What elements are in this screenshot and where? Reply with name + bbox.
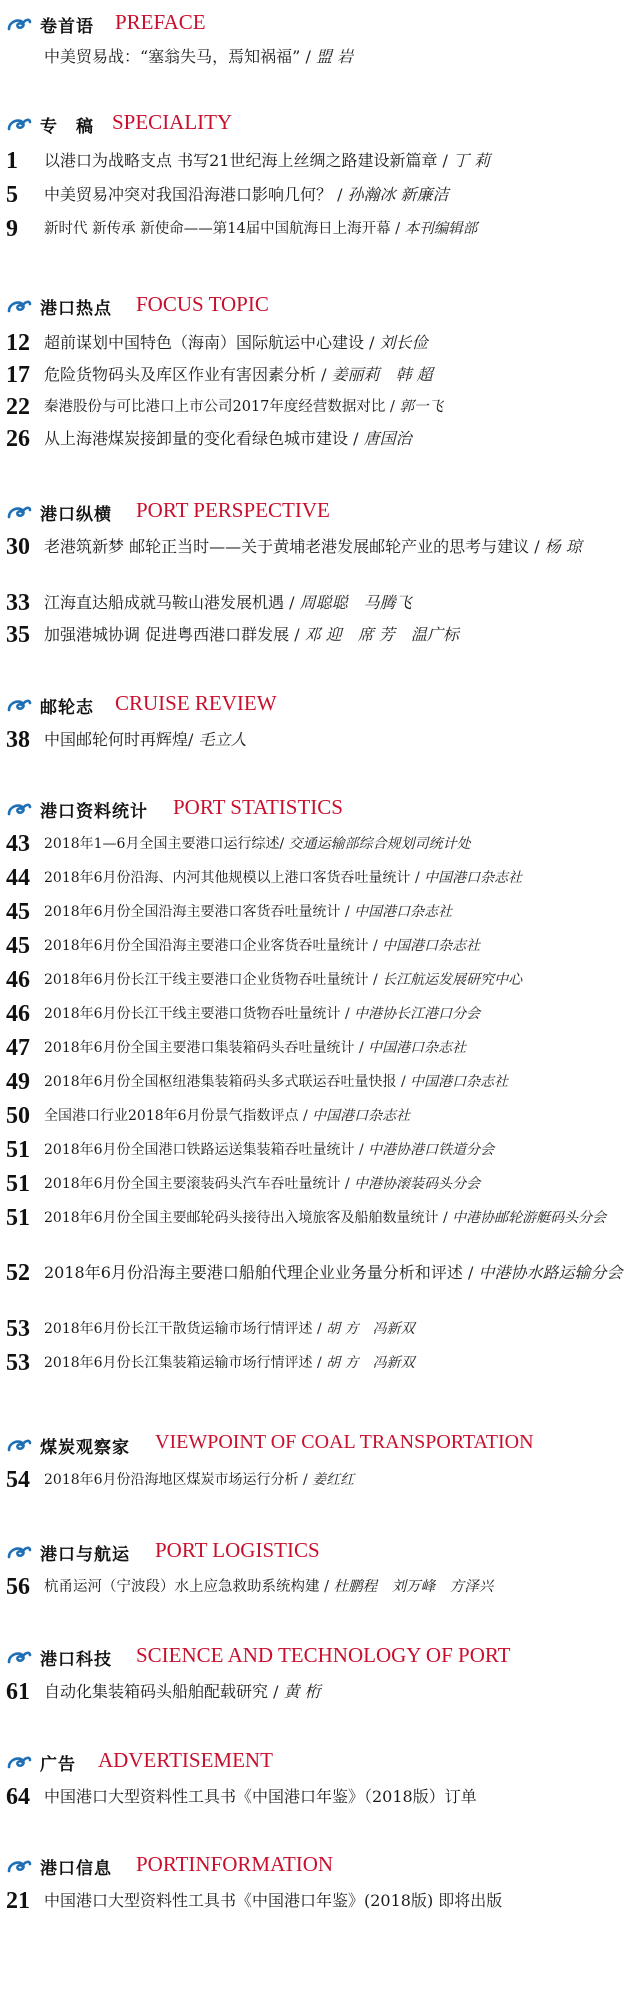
entry-author: 中国港口杂志社 — [410, 1074, 509, 1090]
separator: / — [294, 625, 300, 644]
section-title-en: ADVERTISEMENT — [98, 1748, 273, 1772]
swirl-icon — [6, 697, 32, 715]
swirl-icon — [6, 801, 32, 819]
separator: / — [468, 1263, 474, 1282]
section-title-en: CRUISE REVIEW — [115, 691, 277, 715]
page-number: 38 — [6, 727, 30, 753]
entry-text — [44, 729, 634, 751]
page-number: 52 — [6, 1260, 30, 1286]
entry-author: 杨 琼 — [544, 537, 582, 556]
entry-title: 2018年6月份全国港口铁路运送集装箱吞吐量统计 — [44, 1142, 355, 1158]
entry-title: 中国港口大型资料性工具书《中国港口年鉴》（2018版）订单 — [44, 1787, 477, 1806]
entry-title: 杭甬运河（宁波段）水上应急救助系统构建 — [44, 1579, 320, 1595]
page-number: 12 — [6, 330, 30, 356]
section-title-en: PORTINFORMATION — [136, 1852, 334, 1876]
entry-text — [44, 364, 634, 386]
section-title-en: PORT PERSPECTIVE — [136, 498, 330, 522]
separator: / — [345, 1006, 350, 1022]
swirl-icon — [6, 1858, 32, 1876]
entry-author: 唐国治 — [363, 429, 412, 448]
entry-author: 中港协长江港口分会 — [354, 1006, 481, 1022]
entry-text — [44, 1037, 634, 1059]
entry-title: 2018年6月份全国主要邮轮码头接待出入境旅客及船舶数量统计 — [44, 1210, 439, 1226]
section-header — [0, 1431, 644, 1461]
page-number: 30 — [6, 534, 30, 560]
page-number: 51 — [6, 1205, 30, 1231]
page-number: 45 — [6, 899, 30, 925]
section-header — [0, 498, 644, 528]
section-title-zh: 港口科技 — [40, 1650, 112, 1670]
separator: / — [345, 1176, 350, 1192]
separator: / — [373, 938, 378, 954]
separator: / — [303, 1108, 308, 1124]
entry-text — [44, 150, 634, 172]
page-number: 5 — [6, 182, 18, 208]
entry-author: 黄 桁 — [283, 1682, 321, 1701]
section-header — [0, 795, 644, 825]
swirl-icon — [6, 1754, 32, 1772]
entry-title: 2018年6月份沿海、内河其他规模以上港口客货吞吐量统计 — [44, 870, 411, 886]
section-title-zh: 港口纵横 — [40, 505, 112, 525]
entry-author: 中港协港口铁道分会 — [368, 1142, 495, 1158]
entry-text — [44, 332, 634, 354]
entry-text — [44, 1318, 634, 1340]
page-number: 22 — [6, 394, 30, 420]
page-number: 54 — [6, 1467, 30, 1493]
entry-title: 2018年6月份全国主要滚装码头汽车吞吐量统计 — [44, 1176, 341, 1192]
entry-title: 从上海港煤炭接卸量的变化看绿色城市建设 — [44, 429, 349, 448]
page-number: 1 — [6, 148, 18, 174]
section-header — [0, 110, 644, 140]
section-title-zh: 卷首语 — [40, 17, 94, 37]
entry-title: 2018年6月份沿海主要港口船舶代理企业业务量分析和评述 — [44, 1263, 463, 1282]
entry-author: 郭一飞 — [399, 399, 444, 415]
section-port-perspective — [0, 498, 644, 648]
separator: / — [289, 593, 295, 612]
entry-title: 中国邮轮何时再辉煌 — [44, 730, 189, 749]
page-number: 56 — [6, 1574, 30, 1600]
page-number: 47 — [6, 1035, 30, 1061]
section-title-en: VIEWPOINT OF COAL TRANSPORTATION — [155, 1431, 534, 1453]
separator: / — [273, 1682, 279, 1701]
page-number: 50 — [6, 1103, 30, 1129]
section-science-technology — [0, 1643, 644, 1705]
separator: / — [401, 1074, 406, 1090]
entry-text — [44, 1681, 634, 1703]
swirl-icon — [6, 1437, 32, 1455]
entry-title: 2018年6月份全国沿海主要港口企业客货吞吐量统计 — [44, 938, 369, 954]
entry-title: 自动化集装箱码头船舶配载研究 — [44, 1682, 269, 1701]
section-title-zh: 港口信息 — [40, 1859, 112, 1879]
entry-title: 以港口为战略支点 书写21世纪海上丝绸之路建设新篇章 — [44, 151, 438, 170]
entry-author: 交通运输部综合规划司统计处 — [288, 836, 471, 852]
entry-text — [44, 1576, 634, 1598]
entry-text — [44, 901, 634, 923]
section-header — [0, 1538, 644, 1568]
entry-author: 杜鹏程 刘万峰 方泽兴 — [333, 1579, 494, 1595]
swirl-icon — [6, 298, 32, 316]
entry-author: 胡 方 冯新双 — [326, 1355, 415, 1371]
entry-text — [44, 624, 634, 646]
entry-title: 新时代 新传承 新使命——第14届中国航海日上海开幕 — [44, 221, 391, 237]
entry-text — [44, 1262, 634, 1284]
section-port-information — [0, 1852, 644, 1914]
page-number: 46 — [6, 1001, 30, 1027]
entry-author: 本刊编辑部 — [404, 221, 478, 237]
entry-title: 超前谋划中国特色（海南）国际航运中心建设 — [44, 333, 365, 352]
section-coal-transportation — [0, 1431, 644, 1493]
entry-author: 胡 方 冯新双 — [326, 1321, 415, 1337]
entry-author: 邓 迎 席 芳 温广标 — [304, 625, 459, 644]
page-number: 26 — [6, 426, 30, 452]
entry-text — [44, 428, 634, 450]
section-header — [0, 292, 644, 322]
separator: / — [369, 333, 375, 352]
entry-author: 周聪聪 马腾飞 — [299, 593, 412, 612]
page-number: 49 — [6, 1069, 30, 1095]
entry-author: 刘长俭 — [379, 333, 428, 352]
page-number: 51 — [6, 1171, 30, 1197]
entry-text — [44, 935, 634, 957]
entry-title: 2018年6月份长江干散货运输市场行情评述 — [44, 1321, 313, 1337]
entry-title: 2018年6月份全国枢纽港集装箱码头多式联运吞吐量快报 — [44, 1074, 397, 1090]
separator: / — [395, 221, 401, 237]
section-title-zh: 港口资料统计 — [40, 802, 148, 822]
separator: / — [279, 836, 285, 852]
entry-title: 中美贸易战：“塞翁失马，焉知祸福” — [44, 47, 301, 66]
entry-author: 中国港口杂志社 — [368, 1040, 467, 1056]
section-port-statistics — [0, 795, 644, 1376]
entry-title: 2018年6月份长江集装箱运输市场行情评述 — [44, 1355, 313, 1371]
section-title-en: PORT LOGISTICS — [155, 1538, 320, 1562]
page-number: 21 — [6, 1888, 30, 1914]
section-title-en: FOCUS TOPIC — [136, 292, 269, 316]
entry-author: 长江航运发展研究中心 — [382, 972, 523, 988]
separator: / — [303, 1472, 308, 1488]
section-title-zh: 广告 — [40, 1755, 76, 1775]
entry-text — [44, 1469, 634, 1491]
separator: / — [442, 151, 448, 170]
entry-title: 2018年6月份长江干线主要港口货物吞吐量统计 — [44, 1006, 341, 1022]
entry-author: 中国港口杂志社 — [312, 1108, 411, 1124]
separator: / — [415, 870, 420, 886]
entry-author: 毛立人 — [198, 730, 247, 749]
entry-author: 中国港口杂志社 — [424, 870, 523, 886]
section-title-en: SPECIALITY — [112, 110, 233, 134]
separator: / — [353, 429, 359, 448]
entry-title: 中美贸易冲突对我国沿海港口影响几何？ — [44, 185, 333, 204]
entry-text — [44, 1071, 634, 1093]
entry-author: 盟 岩 — [315, 47, 354, 66]
page-number: 61 — [6, 1679, 30, 1705]
entry-title: 2018年1—6月全国主要港口运行综述 — [44, 836, 280, 852]
entry-text — [44, 1003, 634, 1025]
entry-author: 中国港口杂志社 — [354, 904, 453, 920]
entry-text — [44, 1352, 634, 1374]
entry-title: 危险货物码头及库区作业有害因素分析 — [44, 365, 317, 384]
swirl-icon — [6, 1649, 32, 1667]
page-number: 45 — [6, 933, 30, 959]
separator: / — [324, 1579, 329, 1595]
section-header — [0, 691, 644, 721]
section-header — [0, 1748, 644, 1778]
separator: / — [317, 1321, 322, 1337]
separator: / — [359, 1142, 364, 1158]
swirl-icon — [6, 504, 32, 522]
entry-text — [44, 1173, 634, 1195]
section-title-zh: 专 稿 — [40, 117, 94, 137]
section-title-zh: 邮轮志 — [40, 698, 94, 718]
entry-author: 丁 莉 — [453, 151, 491, 170]
section-header — [0, 1643, 644, 1673]
entry-text — [44, 536, 634, 558]
section-advertisement — [0, 1748, 644, 1810]
page-number: 35 — [6, 622, 30, 648]
separator: / — [317, 1355, 322, 1371]
page-number: 53 — [6, 1350, 30, 1376]
entry-author: 中港协滚装码头分会 — [354, 1176, 481, 1192]
section-header — [0, 1852, 644, 1882]
entry-author: 中港协邮轮游艇码头分会 — [452, 1210, 607, 1226]
separator: / — [345, 904, 350, 920]
page-number: 17 — [6, 362, 30, 388]
entry-author: 中国港口杂志社 — [382, 938, 481, 954]
separator: / — [390, 399, 395, 415]
section-header — [0, 10, 644, 40]
swirl-icon — [6, 116, 32, 134]
section-title-zh: 煤炭观察家 — [40, 1438, 130, 1458]
page-number: 53 — [6, 1316, 30, 1342]
swirl-icon — [6, 1544, 32, 1562]
entry-title: 中国港口大型资料性工具书《中国港口年鉴》(2018版) 即将出版 — [44, 1891, 503, 1910]
section-title-en: PREFACE — [115, 10, 206, 34]
entry-text — [44, 833, 634, 855]
entry-text — [44, 184, 634, 206]
separator: / — [337, 185, 343, 204]
entry-title: 2018年6月份沿海地区煤炭市场运行分析 — [44, 1472, 299, 1488]
section-focus-topic — [0, 292, 644, 452]
page-number: 44 — [6, 865, 30, 891]
entry-text — [44, 1207, 634, 1229]
section-cruise-review — [0, 691, 644, 753]
entry-title: 2018年6月份全国沿海主要港口客货吞吐量统计 — [44, 904, 341, 920]
section-title-zh: 港口热点 — [40, 299, 112, 319]
page-number: 9 — [6, 216, 18, 242]
entry-text — [44, 1105, 634, 1127]
entry-title: 2018年6月份长江干线主要港口企业货物吞吐量统计 — [44, 972, 369, 988]
entry-author: 孙瀚冰 新廉洁 — [347, 185, 449, 204]
section-preface — [0, 10, 644, 66]
page-number: 51 — [6, 1137, 30, 1163]
section-speciality — [0, 110, 644, 242]
page-number: 46 — [6, 967, 30, 993]
separator: / — [534, 537, 540, 556]
entry-title: 老港筑新梦 邮轮正当时——关于黄埔老港发展邮轮产业的思考与建议 — [44, 537, 530, 556]
section-port-logistics — [0, 1538, 644, 1600]
page-number: 43 — [6, 831, 30, 857]
entry-title: 2018年6月份全国主要港口集装箱码头吞吐量统计 — [44, 1040, 355, 1056]
entry-text — [44, 218, 634, 240]
separator: / — [188, 730, 194, 749]
entry-title: 江海直达船成就马鞍山港发展机遇 — [44, 593, 285, 612]
section-title-en: PORT STATISTICS — [173, 795, 343, 819]
entry-author: 中港协水路运输分会 — [478, 1263, 623, 1282]
separator: / — [373, 972, 378, 988]
page-number: 64 — [6, 1784, 30, 1810]
separator: / — [359, 1040, 364, 1056]
swirl-icon — [6, 16, 32, 34]
entry-text — [44, 1139, 634, 1161]
entry-title: 加强港城协调 促进粤西港口群发展 — [44, 625, 290, 644]
section-title-en: SCIENCE AND TECHNOLOGY OF PORT — [136, 1643, 511, 1667]
entry-text — [44, 46, 634, 68]
page-number: 33 — [6, 590, 30, 616]
separator: / — [443, 1210, 448, 1226]
entry-text — [44, 396, 634, 418]
entry-author: 姜红红 — [312, 1472, 355, 1488]
entry-text — [44, 867, 634, 889]
separator: / — [321, 365, 327, 384]
section-title-zh: 港口与航运 — [40, 1545, 130, 1565]
entry-title: 全国港口行业2018年6月份景气指数评点 — [44, 1108, 299, 1124]
entry-text — [44, 969, 634, 991]
entry-author: 姜丽莉 韩 超 — [331, 365, 433, 384]
entry-text — [44, 592, 634, 614]
entry-title: 秦港股份与可比港口上市公司2017年度经营数据对比 — [44, 399, 386, 415]
separator: / — [305, 47, 311, 66]
